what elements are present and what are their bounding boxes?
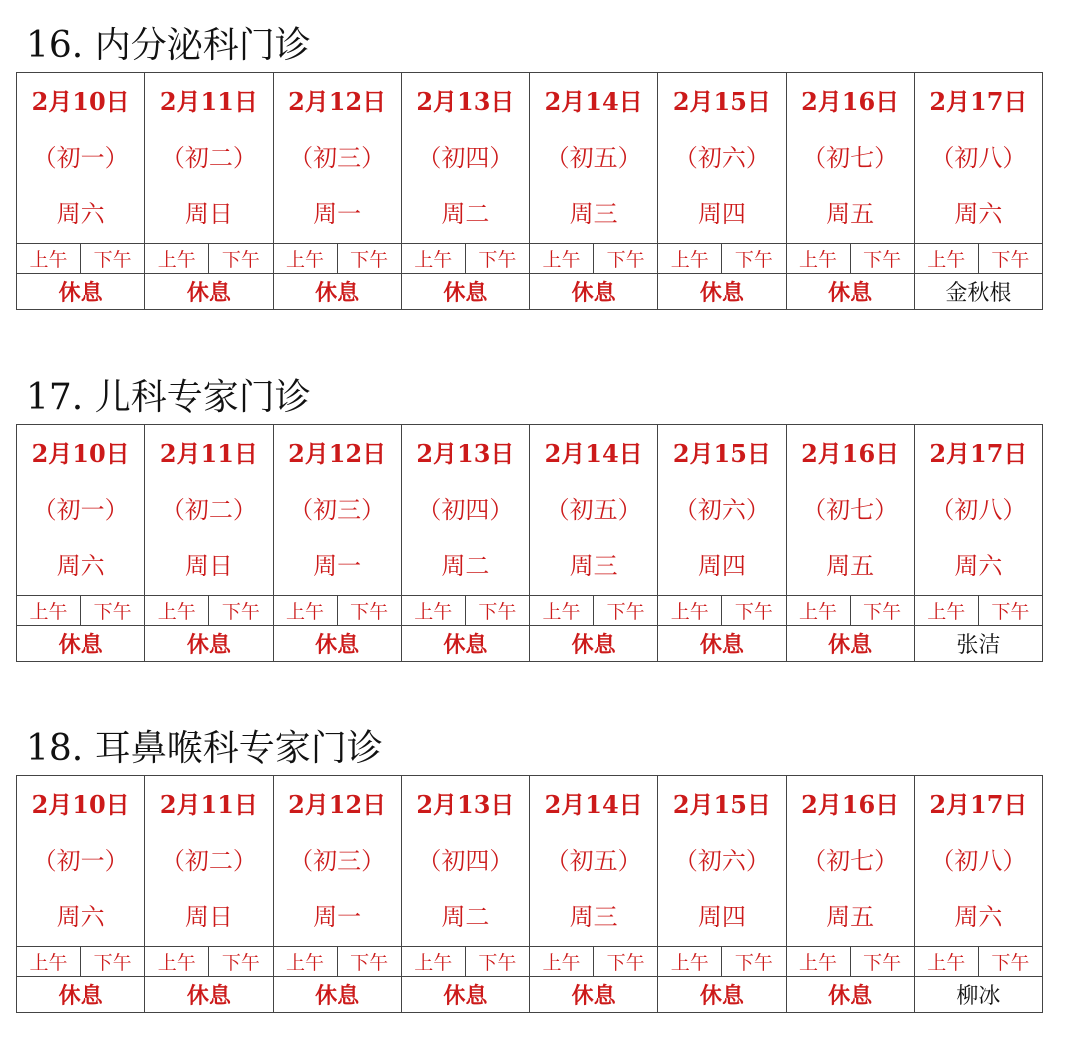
day-header-cell xyxy=(145,776,273,947)
section-title: 17. 儿科专家门诊 xyxy=(26,377,311,418)
rest-status: 休息 xyxy=(401,274,529,310)
morning-label: 上午 xyxy=(17,244,81,274)
rest-status: 休息 xyxy=(658,977,786,1013)
morning-label: 上午 xyxy=(658,596,722,626)
weekday-label: 周一 xyxy=(313,552,362,580)
afternoon-label: 下午 xyxy=(850,244,914,274)
day-header-cell xyxy=(273,776,401,947)
day-header-cell xyxy=(17,73,145,244)
date-label: 2月16日 xyxy=(801,439,900,468)
lunar-date-label: （初一） xyxy=(32,144,129,172)
rest-status: 休息 xyxy=(786,274,914,310)
rest-status: 休息 xyxy=(786,977,914,1013)
morning-label: 上午 xyxy=(530,244,594,274)
date-label: 2月10日 xyxy=(31,439,130,468)
lunar-date-label: （初三） xyxy=(289,496,386,524)
doctor-name: 张洁 xyxy=(914,626,1042,662)
doctor-name: 柳冰 xyxy=(914,977,1042,1013)
morning-label: 上午 xyxy=(786,244,850,274)
date-label: 2月11日 xyxy=(159,87,258,116)
weekday-label: 周日 xyxy=(184,552,233,580)
day-header-cell xyxy=(658,73,786,244)
afternoon-label: 下午 xyxy=(850,947,914,977)
weekday-label: 周四 xyxy=(697,200,746,228)
lunar-date-label: （初四） xyxy=(417,496,514,524)
lunar-date-label: （初八） xyxy=(930,144,1027,172)
date-label: 2月16日 xyxy=(801,790,900,819)
rest-status: 休息 xyxy=(17,977,145,1013)
weekday-label: 周二 xyxy=(441,903,490,931)
morning-label: 上午 xyxy=(145,947,209,977)
day-header-cell xyxy=(17,776,145,947)
afternoon-label: 下午 xyxy=(594,947,658,977)
doctor-name: 金秋根 xyxy=(914,274,1042,310)
weekday-label: 周一 xyxy=(313,200,362,228)
afternoon-label: 下午 xyxy=(850,596,914,626)
lunar-date-label: （初七） xyxy=(802,496,899,524)
morning-label: 上午 xyxy=(530,596,594,626)
day-header-row xyxy=(17,425,1043,596)
weekday-label: 周六 xyxy=(56,903,105,931)
afternoon-label: 下午 xyxy=(722,947,786,977)
rest-status: 休息 xyxy=(17,626,145,662)
rest-status: 休息 xyxy=(273,274,401,310)
rest-status: 休息 xyxy=(530,626,658,662)
afternoon-label: 下午 xyxy=(81,596,145,626)
afternoon-label: 下午 xyxy=(594,244,658,274)
lunar-date-label: （初三） xyxy=(289,144,386,172)
rest-status: 休息 xyxy=(17,274,145,310)
date-label: 2月15日 xyxy=(672,439,771,468)
afternoon-label: 下午 xyxy=(337,947,401,977)
morning-label: 上午 xyxy=(914,947,978,977)
afternoon-label: 下午 xyxy=(465,244,529,274)
lunar-date-label: （初四） xyxy=(417,144,514,172)
day-header-cell xyxy=(401,425,529,596)
day-header-cell xyxy=(273,425,401,596)
morning-label: 上午 xyxy=(145,244,209,274)
morning-label: 上午 xyxy=(401,596,465,626)
rest-status: 休息 xyxy=(530,977,658,1013)
date-label: 2月15日 xyxy=(672,87,771,116)
morning-label: 上午 xyxy=(914,244,978,274)
afternoon-label: 下午 xyxy=(465,947,529,977)
rest-status: 休息 xyxy=(401,626,529,662)
date-label: 2月17日 xyxy=(929,790,1028,819)
weekday-label: 周日 xyxy=(184,200,233,228)
day-header-cell xyxy=(914,73,1042,244)
day-header-cell xyxy=(401,73,529,244)
afternoon-label: 下午 xyxy=(337,596,401,626)
day-header-cell xyxy=(530,73,658,244)
lunar-date-label: （初八） xyxy=(930,847,1027,875)
lunar-date-label: （初七） xyxy=(802,847,899,875)
afternoon-label: 下午 xyxy=(722,244,786,274)
weekday-label: 周六 xyxy=(954,903,1003,931)
lunar-date-label: （初五） xyxy=(545,144,642,172)
day-header-cell xyxy=(401,776,529,947)
date-label: 2月11日 xyxy=(159,439,258,468)
morning-label: 上午 xyxy=(401,947,465,977)
weekday-label: 周六 xyxy=(954,200,1003,228)
status-row xyxy=(17,626,1043,662)
day-header-cell xyxy=(914,425,1042,596)
lunar-date-label: （初五） xyxy=(545,496,642,524)
rest-status: 休息 xyxy=(145,977,273,1013)
weekday-label: 周六 xyxy=(56,200,105,228)
day-header-cell xyxy=(658,425,786,596)
morning-label: 上午 xyxy=(786,947,850,977)
weekday-label: 周三 xyxy=(569,903,618,931)
lunar-date-label: （初三） xyxy=(289,847,386,875)
lunar-date-label: （初六） xyxy=(673,144,770,172)
afternoon-label: 下午 xyxy=(722,596,786,626)
rest-status: 休息 xyxy=(401,977,529,1013)
lunar-date-label: （初一） xyxy=(32,496,129,524)
lunar-date-label: （初六） xyxy=(673,496,770,524)
period-row xyxy=(17,596,1043,626)
afternoon-label: 下午 xyxy=(209,244,273,274)
morning-label: 上午 xyxy=(658,947,722,977)
lunar-date-label: （初二） xyxy=(160,496,257,524)
period-row xyxy=(17,244,1043,274)
morning-label: 上午 xyxy=(273,947,337,977)
rest-status: 休息 xyxy=(145,274,273,310)
date-label: 2月12日 xyxy=(288,439,387,468)
status-row xyxy=(17,977,1043,1013)
schedule-table xyxy=(16,424,1043,662)
date-label: 2月12日 xyxy=(288,790,387,819)
day-header-row xyxy=(17,73,1043,244)
rest-status: 休息 xyxy=(145,626,273,662)
weekday-label: 周五 xyxy=(826,903,875,931)
lunar-date-label: （初六） xyxy=(673,847,770,875)
date-label: 2月12日 xyxy=(288,87,387,116)
period-row xyxy=(17,947,1043,977)
afternoon-label: 下午 xyxy=(209,947,273,977)
afternoon-label: 下午 xyxy=(209,596,273,626)
weekday-label: 周六 xyxy=(56,552,105,580)
morning-label: 上午 xyxy=(17,947,81,977)
weekday-label: 周二 xyxy=(441,552,490,580)
weekday-label: 周三 xyxy=(569,552,618,580)
schedule-table xyxy=(16,72,1043,310)
date-label: 2月11日 xyxy=(159,790,258,819)
day-header-cell xyxy=(145,73,273,244)
weekday-label: 周六 xyxy=(954,552,1003,580)
lunar-date-label: （初一） xyxy=(32,847,129,875)
day-header-row xyxy=(17,776,1043,947)
morning-label: 上午 xyxy=(401,244,465,274)
weekday-label: 周四 xyxy=(697,552,746,580)
weekday-label: 周三 xyxy=(569,200,618,228)
day-header-cell xyxy=(530,776,658,947)
morning-label: 上午 xyxy=(658,244,722,274)
afternoon-label: 下午 xyxy=(465,596,529,626)
date-label: 2月17日 xyxy=(929,87,1028,116)
status-row xyxy=(17,274,1043,310)
section-title: 16. 内分泌科门诊 xyxy=(26,25,311,66)
day-header-cell xyxy=(786,776,914,947)
date-label: 2月16日 xyxy=(801,87,900,116)
afternoon-label: 下午 xyxy=(594,596,658,626)
date-label: 2月13日 xyxy=(416,87,515,116)
lunar-date-label: （初七） xyxy=(802,144,899,172)
day-header-cell xyxy=(786,425,914,596)
afternoon-label: 下午 xyxy=(978,244,1042,274)
date-label: 2月10日 xyxy=(31,790,130,819)
afternoon-label: 下午 xyxy=(81,947,145,977)
schedule-table xyxy=(16,775,1043,1013)
afternoon-label: 下午 xyxy=(978,947,1042,977)
lunar-date-label: （初八） xyxy=(930,496,1027,524)
weekday-label: 周四 xyxy=(697,903,746,931)
date-label: 2月14日 xyxy=(544,439,643,468)
morning-label: 上午 xyxy=(273,596,337,626)
lunar-date-label: （初五） xyxy=(545,847,642,875)
date-label: 2月14日 xyxy=(544,790,643,819)
rest-status: 休息 xyxy=(530,274,658,310)
weekday-label: 周二 xyxy=(441,200,490,228)
day-header-cell xyxy=(530,425,658,596)
morning-label: 上午 xyxy=(914,596,978,626)
lunar-date-label: （初四） xyxy=(417,847,514,875)
morning-label: 上午 xyxy=(145,596,209,626)
weekday-label: 周五 xyxy=(826,200,875,228)
date-label: 2月14日 xyxy=(544,87,643,116)
day-header-cell xyxy=(17,425,145,596)
day-header-cell xyxy=(786,73,914,244)
date-label: 2月10日 xyxy=(31,87,130,116)
afternoon-label: 下午 xyxy=(978,596,1042,626)
lunar-date-label: （初二） xyxy=(160,144,257,172)
section-title: 18. 耳鼻喉科专家门诊 xyxy=(26,728,383,769)
morning-label: 上午 xyxy=(17,596,81,626)
rest-status: 休息 xyxy=(273,977,401,1013)
rest-status: 休息 xyxy=(658,274,786,310)
date-label: 2月15日 xyxy=(672,790,771,819)
afternoon-label: 下午 xyxy=(81,244,145,274)
weekday-label: 周日 xyxy=(184,903,233,931)
rest-status: 休息 xyxy=(273,626,401,662)
date-label: 2月13日 xyxy=(416,790,515,819)
morning-label: 上午 xyxy=(530,947,594,977)
weekday-label: 周一 xyxy=(313,903,362,931)
day-header-cell xyxy=(658,776,786,947)
weekday-label: 周五 xyxy=(826,552,875,580)
date-label: 2月13日 xyxy=(416,439,515,468)
morning-label: 上午 xyxy=(273,244,337,274)
day-header-cell xyxy=(145,425,273,596)
afternoon-label: 下午 xyxy=(337,244,401,274)
day-header-cell xyxy=(273,73,401,244)
rest-status: 休息 xyxy=(658,626,786,662)
rest-status: 休息 xyxy=(786,626,914,662)
day-header-cell xyxy=(914,776,1042,947)
date-label: 2月17日 xyxy=(929,439,1028,468)
morning-label: 上午 xyxy=(786,596,850,626)
lunar-date-label: （初二） xyxy=(160,847,257,875)
